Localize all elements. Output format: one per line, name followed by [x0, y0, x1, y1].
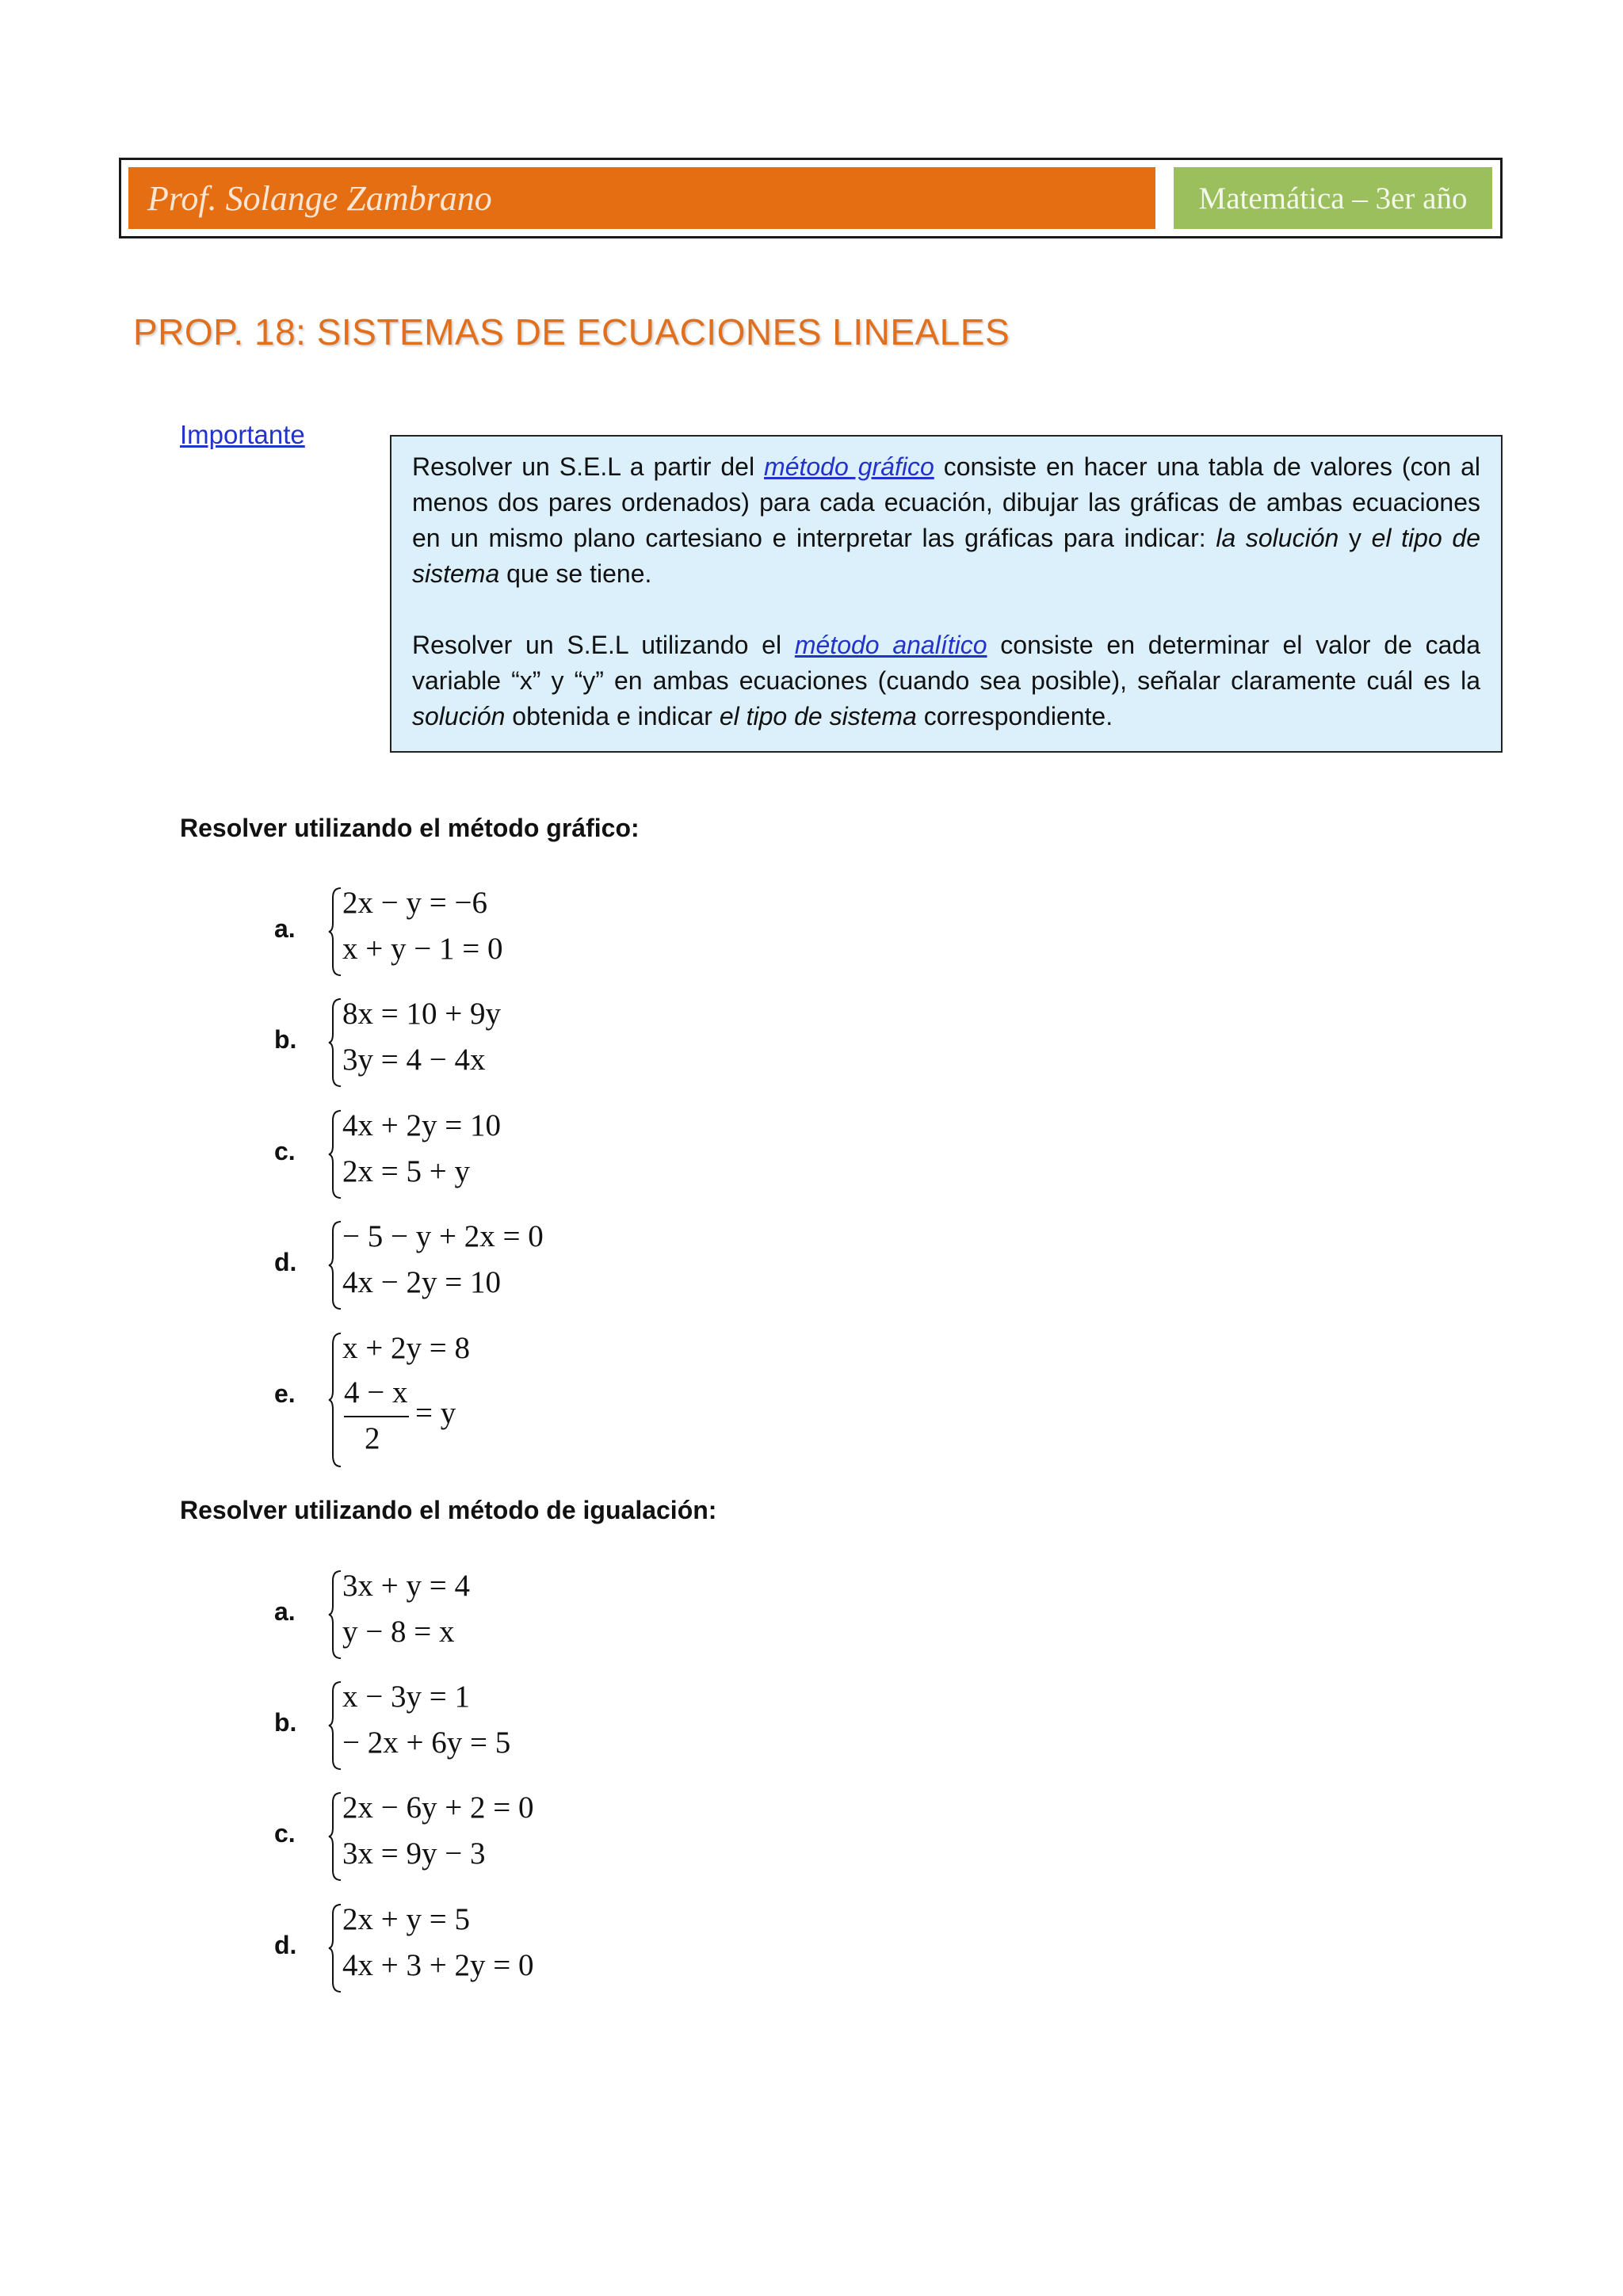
info-paragraph-analitico: Resolver un S.E.L utilizando el método analítico consiste en determinar el valor de cada variable “x” y “y” en ambas ecuaciones (cuando sea posible), señalar claramente cuál es la solución obtenida e indicar el tipo de sistema correspondiente.	[412, 631, 1481, 730]
exercise-label: c.	[274, 1819, 296, 1848]
equation: 2x + y = 5	[342, 1902, 470, 1936]
equation: x − 3y = 1	[342, 1680, 470, 1714]
subject-name: Matemática – 3er año	[1198, 181, 1468, 215]
equation: 4x − 2y = 10	[342, 1265, 501, 1299]
equation: x + y − 1 = 0	[342, 932, 503, 966]
equation: 3x = 9y − 3	[342, 1836, 486, 1871]
exercise-label: a.	[274, 914, 296, 943]
equation: 2x − y = −6	[342, 886, 487, 920]
metodo-analitico-link[interactable]: método analítico	[794, 631, 987, 659]
equation: x + 2y = 8	[342, 1331, 470, 1365]
exercise-label: d.	[274, 1248, 297, 1276]
brace-icon	[328, 1790, 342, 1883]
fraction-bar	[344, 1416, 409, 1417]
fraction-denominator: 2	[365, 1421, 380, 1455]
section-grafico-title: Resolver utilizando el método gráfico:	[180, 814, 640, 842]
exercise-label: e.	[274, 1379, 296, 1408]
exercise-label: a.	[274, 1597, 296, 1626]
brace-icon	[328, 1108, 342, 1201]
equation: − 2x + 6y = 5	[342, 1726, 511, 1760]
brace-icon	[328, 1219, 342, 1312]
exercise-label: d.	[274, 1931, 297, 1959]
info-paragraph-grafico: Resolver un S.E.L a partir del método gráfico consiste en hacer una tabla de valores (con al menos dos pares ordenados) para cada ecuación, dibujar las gráficas de ambas ecuaciones en un mismo plano cartesiano e interpretar las gráficas para indicar: la solución y el tipo de sistema que se tiene.	[412, 452, 1481, 588]
subject-box	[1174, 167, 1492, 229]
equation: 8x = 10 + 9y	[342, 997, 501, 1031]
importante-link[interactable]: Importante	[180, 420, 305, 449]
equation: 2x − 6y + 2 = 0	[342, 1791, 534, 1825]
equation: 4x + 2y = 10	[342, 1108, 501, 1142]
brace-icon	[328, 1330, 342, 1470]
author-box	[128, 167, 1155, 229]
equation: y − 8 = x	[342, 1615, 455, 1649]
exercise-label: b.	[274, 1708, 297, 1737]
brace-icon	[328, 996, 342, 1089]
fraction-numerator: 4 − x	[344, 1375, 408, 1409]
author-name: Prof. Solange Zambrano	[147, 178, 492, 218]
info-box	[390, 435, 1503, 753]
fraction-rhs: = y	[415, 1396, 456, 1430]
exercise-label: c.	[274, 1137, 296, 1165]
header-band	[119, 158, 1503, 238]
equation: 4x + 3 + 2y = 0	[342, 1948, 534, 1982]
equation: 3y = 4 − 4x	[342, 1043, 486, 1077]
brace-icon	[328, 1901, 342, 1995]
metodo-grafico-link[interactable]: método gráfico	[764, 452, 934, 481]
page-title: PROP. 18: SISTEMAS DE ECUACIONES LINEALES	[133, 311, 1010, 353]
equation: − 5 − y + 2x = 0	[342, 1219, 544, 1253]
exercise-label: b.	[274, 1025, 297, 1054]
brace-icon	[328, 1679, 342, 1772]
equation: 3x + y = 4	[342, 1569, 470, 1603]
brace-icon	[328, 885, 342, 978]
equation: 2x = 5 + y	[342, 1154, 470, 1188]
brace-icon	[328, 1568, 342, 1661]
section-igualacion-title: Resolver utilizando el método de igualación:	[180, 1496, 717, 1524]
